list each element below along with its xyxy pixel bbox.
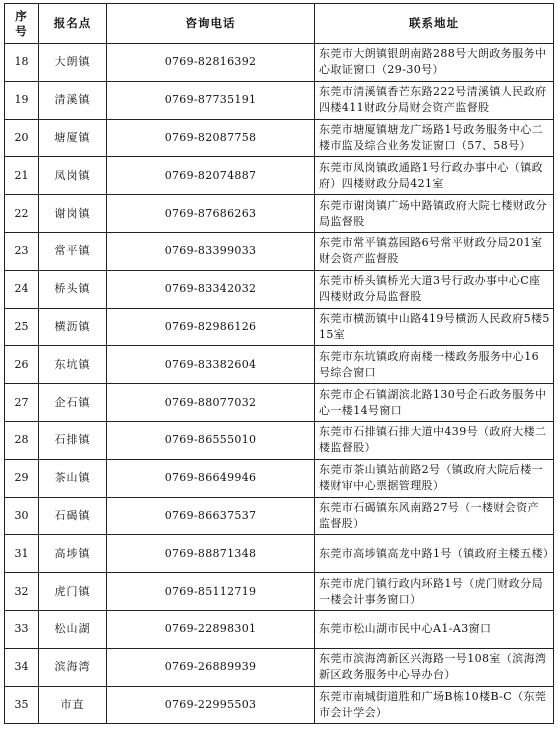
- header-row: [5, 4, 554, 44]
- table-header: [5, 4, 554, 44]
- row-address: 东莞市桥头镇桥光大道3号行政办事中心C座四楼财政分局监督股: [315, 270, 554, 308]
- table-row: [5, 610, 554, 648]
- row-name: 凤岗镇: [39, 157, 107, 195]
- row-name: 高埗镇: [39, 535, 107, 573]
- row-index: 18: [5, 44, 39, 82]
- row-address: 东莞市南城街道胜和广场B栋10楼B-C（东莞市会计学会）: [315, 686, 554, 724]
- row-phone: 0769-83399033: [107, 232, 315, 270]
- row-address: 东莞市谢岗镇广场中路镇政府大院七楼财政分局监督股: [315, 195, 554, 233]
- row-address: 东莞市高埗镇高龙中路1号（镇政府主楼五楼）: [315, 535, 554, 573]
- header-index-line2: 号: [15, 23, 28, 38]
- row-index: 30: [5, 497, 39, 535]
- row-phone: 0769-86649946: [107, 459, 315, 497]
- table-row: [5, 648, 554, 686]
- row-phone: 0769-88077032: [107, 384, 315, 422]
- registration-points-table: [4, 3, 554, 724]
- row-phone: 0769-83382604: [107, 346, 315, 384]
- row-address: 东莞市清溪镇香芒东路222号清溪镇人民政府四楼411财政分局财会资产监督股: [315, 81, 554, 119]
- row-address: 东莞市石排镇石排大道中439号（政府大楼二楼监督股）: [315, 421, 554, 459]
- row-index: 34: [5, 648, 39, 686]
- row-name: 桥头镇: [39, 270, 107, 308]
- table-row: [5, 308, 554, 346]
- table-row: [5, 119, 554, 157]
- row-name: 大朗镇: [39, 44, 107, 82]
- row-index: 32: [5, 573, 39, 611]
- row-address: 东莞市茶山镇站前路2号（镇政府大院后楼一楼财审中心票据管理股）: [315, 459, 554, 497]
- row-phone: 0769-26889939: [107, 648, 315, 686]
- row-address: 东莞市东坑镇政府南楼一楼政务服务中心16号综合窗口: [315, 346, 554, 384]
- row-name: 常平镇: [39, 232, 107, 270]
- table-row: [5, 686, 554, 724]
- header-phone: 咨询电话: [107, 4, 315, 44]
- row-phone: 0769-82986126: [107, 308, 315, 346]
- table-row: [5, 270, 554, 308]
- table-body: [5, 44, 554, 724]
- table-row: [5, 44, 554, 82]
- row-phone: 0769-85112719: [107, 573, 315, 611]
- row-phone: 0769-22995503: [107, 686, 315, 724]
- table-row: [5, 459, 554, 497]
- header-index: [5, 4, 39, 44]
- row-index: 23: [5, 232, 39, 270]
- row-phone: 0769-87686263: [107, 195, 315, 233]
- row-name: 滨海湾: [39, 648, 107, 686]
- row-index: 21: [5, 157, 39, 195]
- row-index: 25: [5, 308, 39, 346]
- row-name: 谢岗镇: [39, 195, 107, 233]
- table-row: [5, 573, 554, 611]
- row-phone: 0769-22898301: [107, 610, 315, 648]
- row-address: 东莞市常平镇荔园路6号常平财政分局201室财会资产监督股: [315, 232, 554, 270]
- row-index: 31: [5, 535, 39, 573]
- row-phone: 0769-86555010: [107, 421, 315, 459]
- row-index: 27: [5, 384, 39, 422]
- row-name: 虎门镇: [39, 573, 107, 611]
- row-address: 东莞市横沥镇中山路419号横沥人民政府5楼515室: [315, 308, 554, 346]
- row-address: 东莞市松山湖市民中心A1-A3窗口: [315, 610, 554, 648]
- row-index: 22: [5, 195, 39, 233]
- table-row: [5, 384, 554, 422]
- row-name: 石排镇: [39, 421, 107, 459]
- row-name: 市直: [39, 686, 107, 724]
- row-name: 茶山镇: [39, 459, 107, 497]
- row-address: 东莞市企石镇湖滨北路130号企石政务服务中心一楼14号窗口: [315, 384, 554, 422]
- row-phone: 0769-82816392: [107, 44, 315, 82]
- table-row: [5, 346, 554, 384]
- row-name: 清溪镇: [39, 81, 107, 119]
- row-address: 东莞市石碣镇东风南路27号（一楼财会资产监督股）: [315, 497, 554, 535]
- row-index: 35: [5, 686, 39, 724]
- header-name: 报名点: [39, 4, 107, 44]
- table-row: [5, 497, 554, 535]
- row-index: 33: [5, 610, 39, 648]
- row-phone: 0769-82087758: [107, 119, 315, 157]
- row-index: 20: [5, 119, 39, 157]
- row-index: 19: [5, 81, 39, 119]
- row-index: 29: [5, 459, 39, 497]
- table-row: [5, 195, 554, 233]
- row-name: 东坑镇: [39, 346, 107, 384]
- table-row: [5, 232, 554, 270]
- row-name: 松山湖: [39, 610, 107, 648]
- row-address: 东莞市凤岗镇政通路1号行政办事中心（镇政府）四楼财政分局421室: [315, 157, 554, 195]
- row-phone: 0769-87735191: [107, 81, 315, 119]
- row-name: 企石镇: [39, 384, 107, 422]
- header-address: 联系地址: [315, 4, 554, 44]
- row-name: 横沥镇: [39, 308, 107, 346]
- row-address: 东莞市大朗镇银朗南路288号大朗政务服务中心取证窗口（29-30号）: [315, 44, 554, 82]
- row-index: 28: [5, 421, 39, 459]
- row-index: 26: [5, 346, 39, 384]
- table-row: [5, 421, 554, 459]
- row-phone: 0769-88871348: [107, 535, 315, 573]
- row-phone: 0769-86637537: [107, 497, 315, 535]
- row-name: 石碣镇: [39, 497, 107, 535]
- row-address: 东莞市虎门镇行政内环路1号（虎门财政分局一楼会计事务窗口）: [315, 573, 554, 611]
- registration-table-container: [4, 3, 554, 724]
- row-phone: 0769-82074887: [107, 157, 315, 195]
- row-address: 东莞市塘厦镇塘龙广场路1号政务服务中心二楼市监及综合业务发证窗口（57、58号）: [315, 119, 554, 157]
- header-index-line1: 序: [15, 8, 28, 23]
- table-row: [5, 535, 554, 573]
- table-row: [5, 157, 554, 195]
- table-row: [5, 81, 554, 119]
- row-name: 塘厦镇: [39, 119, 107, 157]
- row-index: 24: [5, 270, 39, 308]
- row-phone: 0769-83342032: [107, 270, 315, 308]
- row-address: 东莞市滨海湾新区兴海路一号108室（滨海湾新区政务服务中心导办台）: [315, 648, 554, 686]
